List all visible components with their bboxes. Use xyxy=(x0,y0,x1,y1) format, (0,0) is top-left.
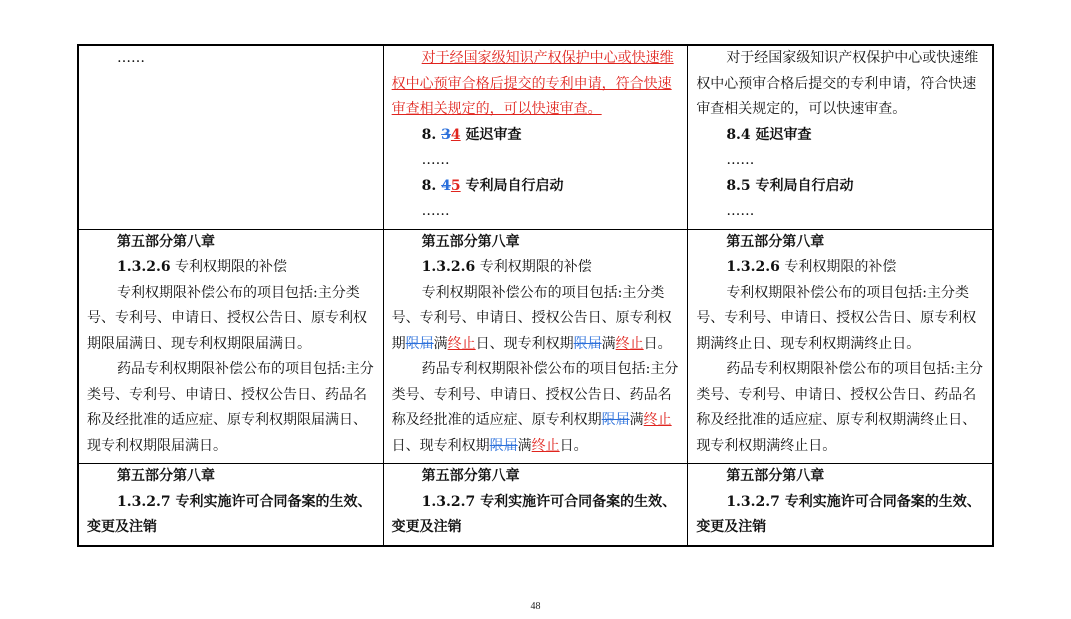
section-heading: 1.3.2.7 专利实施许可合同备案的生效、变更及注销 xyxy=(696,493,981,535)
paragraph: 药品专利权期限补偿公布的项目包括:主分类号、专利号、申请日、授权公告日、药品名称及经批准的适应症、原专利权期限届满终止日、现专利权期限届满终止日。 xyxy=(391,361,679,454)
page-number: 48 xyxy=(530,601,541,612)
paragraph: 药品专利权期限补偿公布的项目包括:主分类号、专利号、申请日、授权公告日、药品名称及经批准的适应症、原专利权期限届满日、现专利权期限届满日。 xyxy=(87,361,374,454)
heading-delayed-examination: 8. 34 延迟审查 xyxy=(421,126,522,143)
chapter-heading: 第五部分第八章 xyxy=(117,233,215,250)
ellipsis: …… xyxy=(421,203,450,219)
chapter-heading: 第五部分第八章 xyxy=(421,233,520,250)
table-row xyxy=(78,229,993,464)
inserted-text: 终止 xyxy=(531,437,560,454)
ellipsis: …… xyxy=(726,203,755,219)
heading-delayed-examination: 8.4 延迟审查 xyxy=(726,126,812,143)
deleted-text: 限届 xyxy=(489,437,518,454)
heading-self-initiated: 8.5 专利局自行启动 xyxy=(726,177,854,194)
table-row xyxy=(78,464,993,546)
inserted-text: 终止 xyxy=(615,335,644,352)
inserted-text: 终止 xyxy=(447,335,476,352)
section-heading: 1.3.2.6 专利权期限的补偿 xyxy=(421,259,592,275)
section-heading: 1.3.2.6 专利权期限的补偿 xyxy=(726,259,897,275)
paragraph: 专利权期限补偿公布的项目包括:主分类号、专利号、申请日、授权公告日、原专利权期限届满日、现专利权期限届满日。 xyxy=(87,284,367,352)
section-heading: 1.3.2.7 专利实施许可合同备案的生效、变更及注销 xyxy=(391,493,677,535)
inserted-text: 5 xyxy=(450,177,461,194)
deleted-text: 限届 xyxy=(573,335,602,352)
cell-original xyxy=(78,464,383,546)
inserted-text: 对于经国家级知识产权保护中心或快速维权中心预审合格后提交的专利申请，符合快速审查相关规定的，可以快速审查。 xyxy=(391,50,674,117)
heading-self-initiated: 8. 45 专利局自行启动 xyxy=(421,177,564,194)
deleted-text: 3 xyxy=(441,126,451,143)
chapter-heading: 第五部分第八章 xyxy=(117,468,215,484)
cell-revised xyxy=(688,464,993,546)
cell-revision-marked xyxy=(383,45,688,229)
section-heading: 1.3.2.6 专利权期限的补偿 xyxy=(117,259,288,275)
section-heading: 1.3.2.7 专利实施许可合同备案的生效、变更及注销 xyxy=(87,493,372,535)
comparison-table xyxy=(77,44,994,547)
cell-original xyxy=(78,229,383,464)
paragraph: 专利权期限补偿公布的项目包括:主分类号、专利号、申请日、授权公告日、原专利权期限届满终止日、现专利权期限届满终止日。 xyxy=(391,284,672,352)
cell-original xyxy=(78,45,383,229)
chapter-heading: 第五部分第八章 xyxy=(726,468,825,484)
inserted-text: 终止 xyxy=(643,412,672,428)
deleted-text: 限届 xyxy=(405,335,434,352)
paragraph: 药品专利权期限补偿公布的项目包括:主分类号、专利号、申请日、授权公告日、药品名称及经批准的适应症、原专利权期满终止日、现专利权期满终止日。 xyxy=(696,361,984,454)
table-row xyxy=(78,45,993,229)
ellipsis: …… xyxy=(726,152,755,168)
chapter-heading: 第五部分第八章 xyxy=(726,233,825,250)
deleted-text: 4 xyxy=(441,177,451,194)
ellipsis: …… xyxy=(421,152,450,168)
chapter-heading: 第五部分第八章 xyxy=(421,468,520,484)
paragraph: 专利权期限补偿公布的项目包括:主分类号、专利号、申请日、授权公告日、原专利权期满终止日、现专利权期满终止日。 xyxy=(696,284,977,352)
cell-revised xyxy=(688,45,993,229)
inserted-text: 4 xyxy=(450,126,461,143)
cell-revision-marked xyxy=(383,464,688,546)
cell-revision-marked xyxy=(383,229,688,464)
inserted-paragraph xyxy=(392,46,682,123)
cell-revised xyxy=(688,229,993,464)
deleted-text: 限届 xyxy=(601,412,630,428)
ellipsis: …… xyxy=(117,50,145,66)
paragraph: 对于经国家级知识产权保护中心或快速维权中心预审合格后提交的专利申请，符合快速审查相关规定的，可以快速审查。 xyxy=(696,50,979,117)
